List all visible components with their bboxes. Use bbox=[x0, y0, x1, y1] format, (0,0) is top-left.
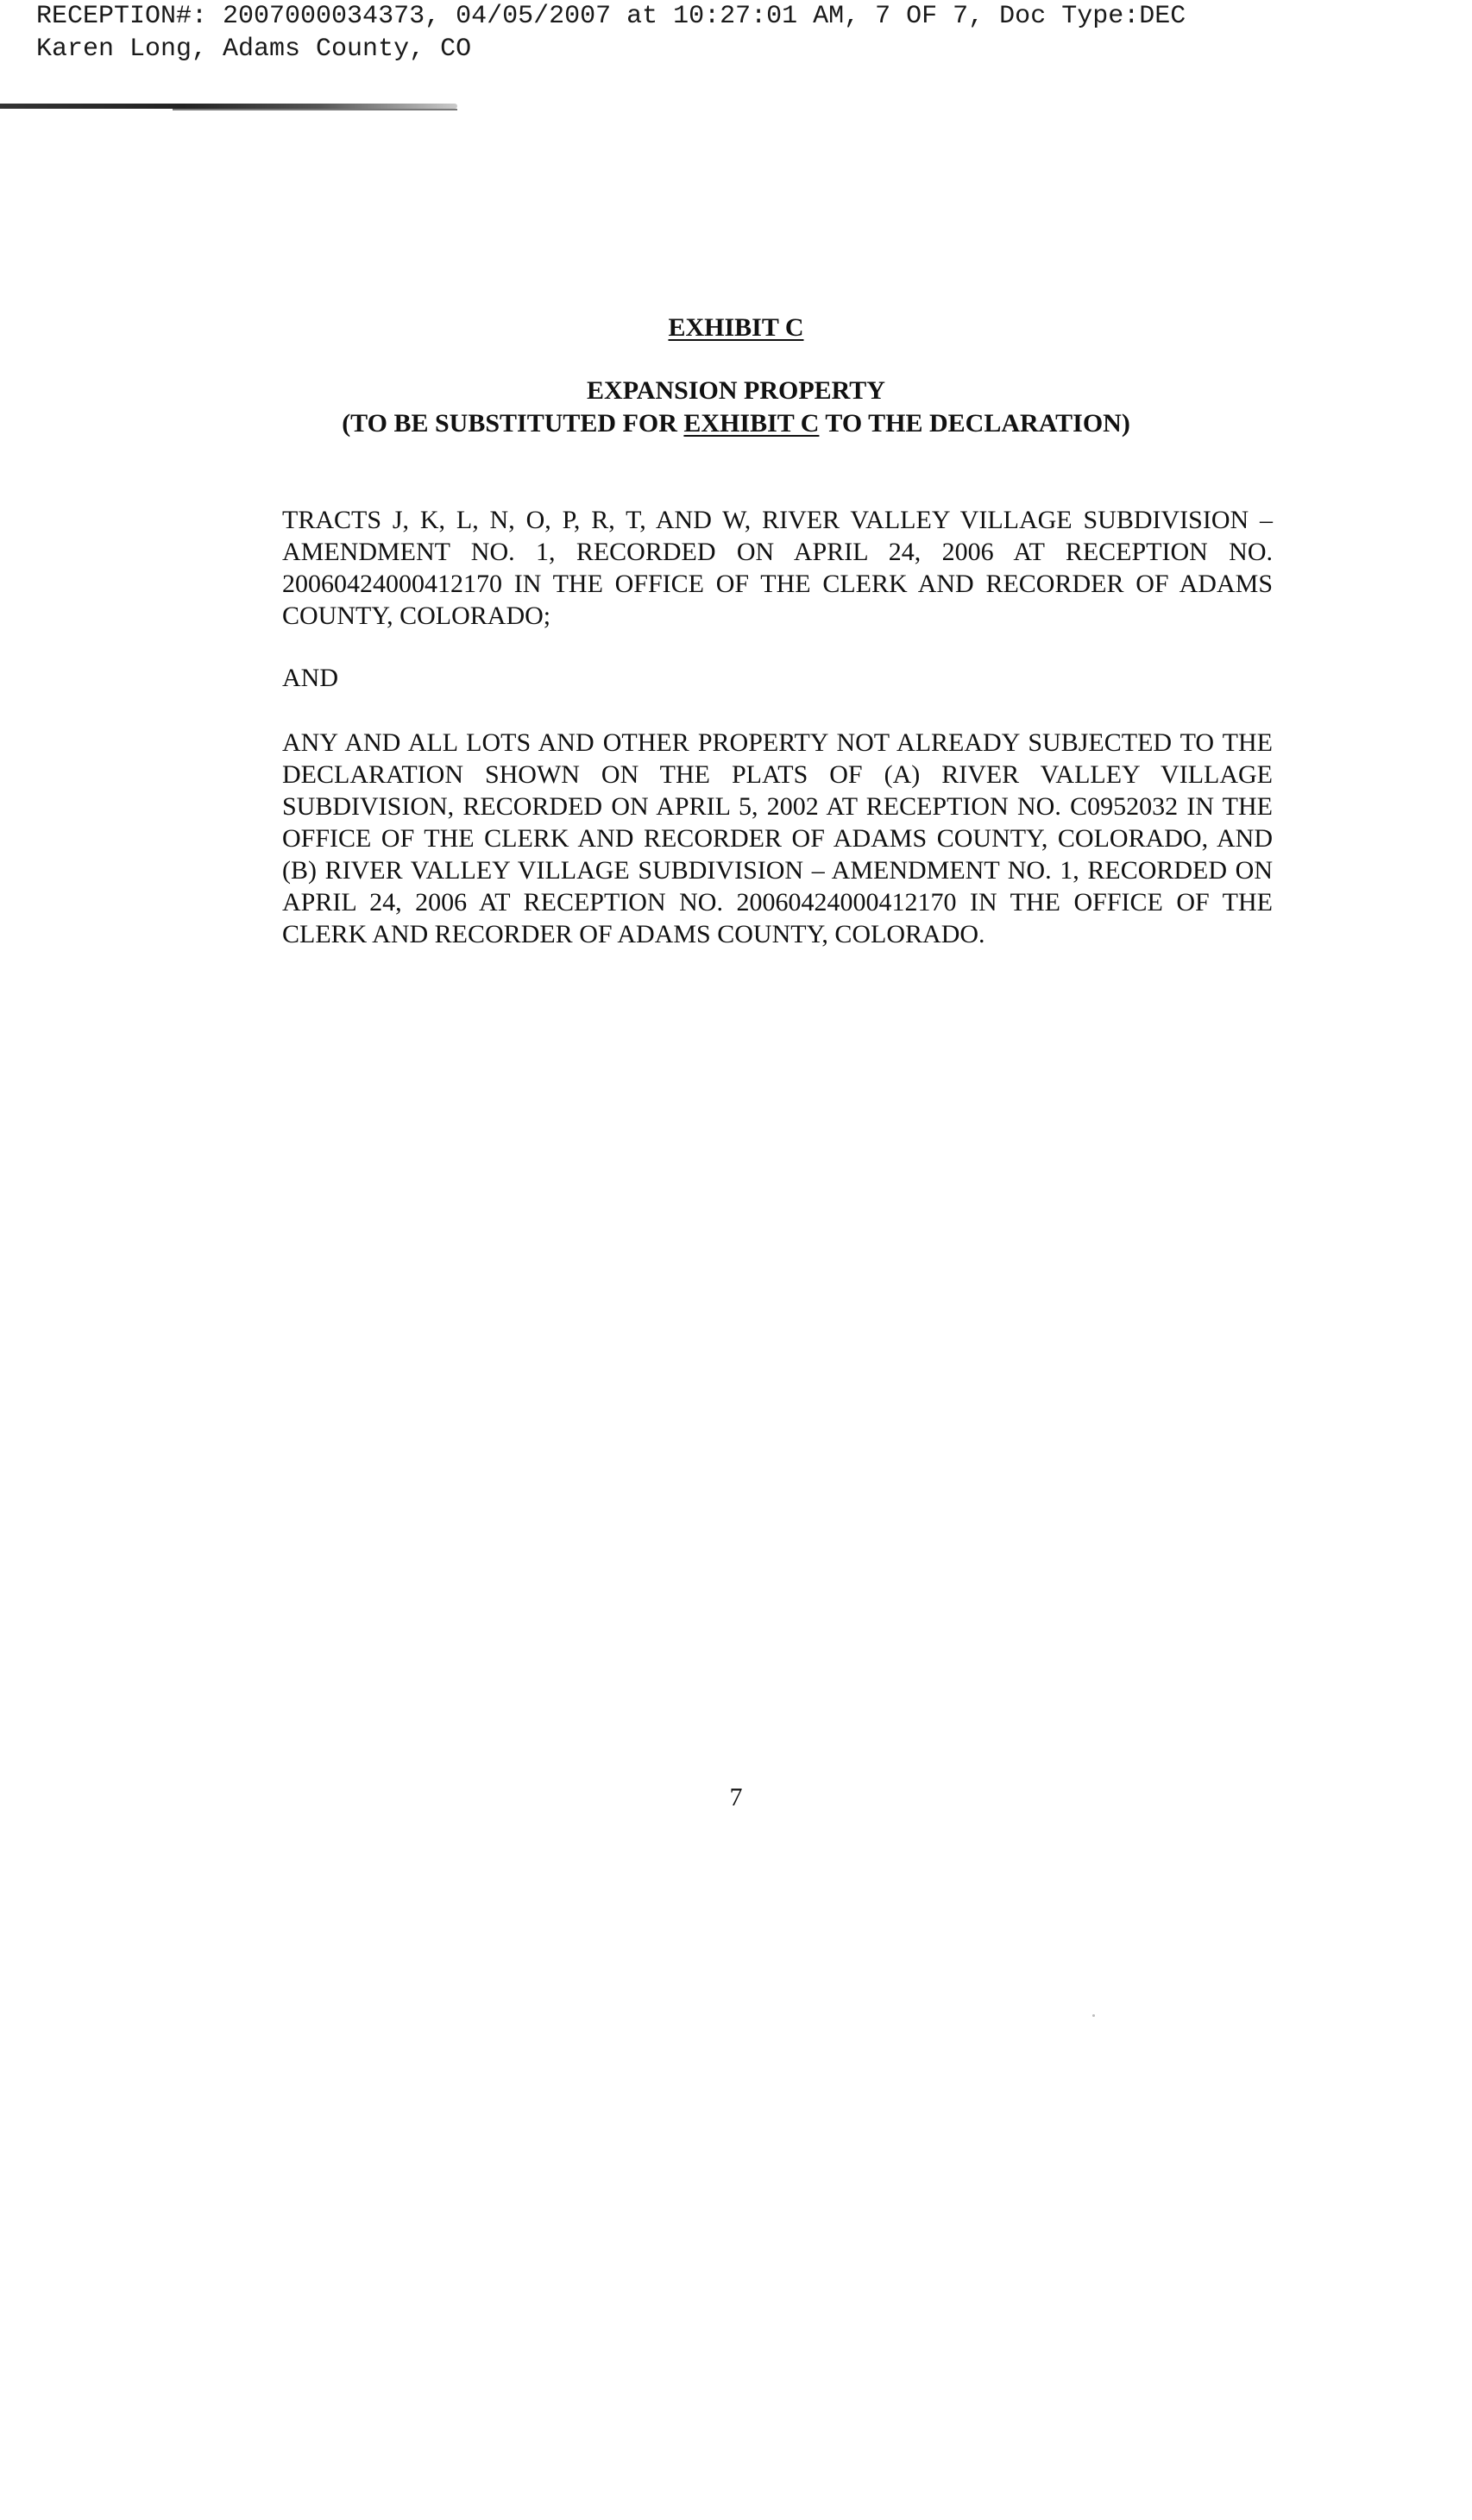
page-number: 7 bbox=[729, 1783, 743, 1811]
legal-description-conjunction: AND bbox=[282, 664, 338, 692]
stamp-line-reception: RECEPTION#: 2007000034373, 04/05/2007 at 10:27:01 AM, 7 OF 7, Doc Type:DEC bbox=[36, 2, 1186, 31]
exhibit-subtitle-line1: EXPANSION PROPERTY bbox=[587, 376, 885, 405]
exhibit-subtitle-line2 bbox=[0, 409, 1472, 438]
scan-header-rule-thin bbox=[173, 109, 457, 110]
stamp-line-recorder: Karen Long, Adams County, CO bbox=[36, 35, 472, 64]
legal-description-paragraph-1: TRACTS J, K, L, N, O, P, R, T, AND W, RIVER VALLEY VILLAGE SUBDIVISION – AMENDMENT NO. 1, RECORDED ON APRIL 24, 2006 AT RECEPTION NO. 20060424000412170 IN THE OFFICE OF THE CLERK AND RECORDER OF ADAMS COUNTY, COLORADO; bbox=[282, 506, 1273, 630]
scan-speck bbox=[1092, 2014, 1095, 2017]
subtitle-exhibit-reference: EXHIBIT C bbox=[683, 409, 820, 438]
subtitle-suffix: TO THE DECLARATION) bbox=[819, 409, 1130, 438]
exhibit-title: EXHIBIT C bbox=[668, 313, 804, 342]
subtitle-prefix: (TO BE SUBSTITUTED FOR bbox=[342, 409, 684, 438]
legal-description-paragraph-2: ANY AND ALL LOTS AND OTHER PROPERTY NOT ALREADY SUBJECTED TO THE DECLARATION SHOWN ON THE PLATS OF (A) RIVER VALLEY VILLAGE SUBDIVISION, RECORDED ON APRIL 5, 2002 AT RECEPTION NO. C0952032 IN THE OFFICE OF THE CLERK AND RECORDER OF ADAMS COUNTY, COLORADO, AND (B) RIVER VALLEY VILLAGE SUBDIVISION – AMENDMENT NO. 1, RECORDED ON APRIL 24, 2006 AT RECEPTION NO. 20060424000412170 IN THE OFFICE OF THE CLERK AND RECORDER OF ADAMS COUNTY, COLORADO. bbox=[282, 728, 1273, 948]
recording-stamp bbox=[36, 0, 1186, 66]
